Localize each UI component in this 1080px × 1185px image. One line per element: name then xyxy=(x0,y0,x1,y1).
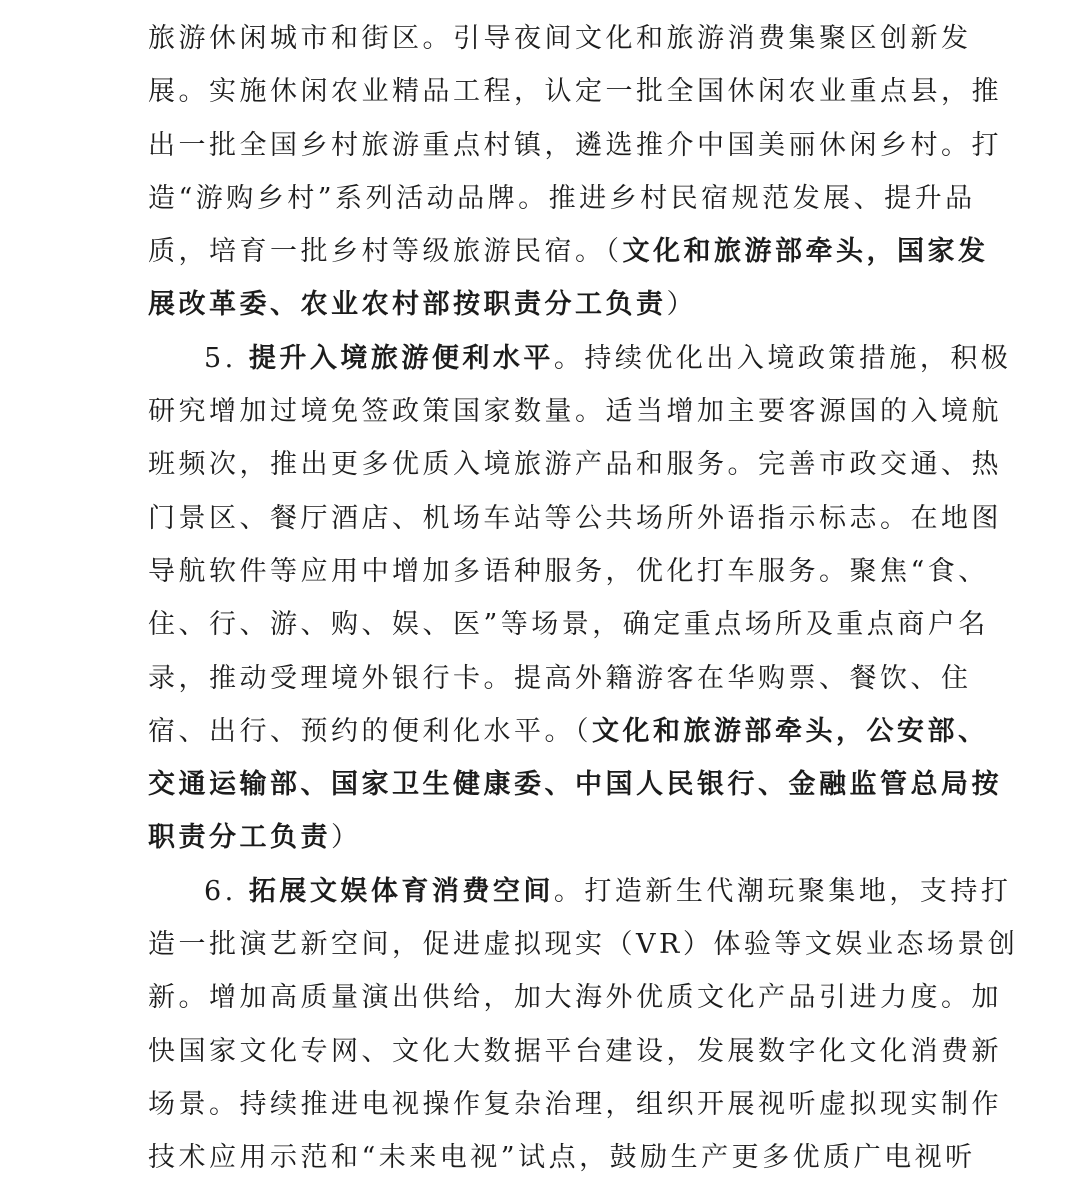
text-line xyxy=(148,278,938,331)
text-line xyxy=(148,119,1002,172)
text-line xyxy=(148,545,989,598)
text-run: 6. xyxy=(204,875,249,907)
text-line xyxy=(148,225,989,278)
text-line xyxy=(148,598,989,651)
text-line xyxy=(148,918,1019,971)
bold-text-run: 拓展文娱体育消费空间 xyxy=(248,875,554,907)
text-run: 造一批演艺新空间，促进虚拟现实（VR）体验等文娱业态场景创 xyxy=(148,929,1019,961)
text-line xyxy=(148,65,1002,118)
bold-text-run: 文化和旅游部牵头，公安部、 xyxy=(592,715,989,747)
text-run: 旅游休闲城市和街区。引导夜间文化和旅游消费集聚区创新发 xyxy=(148,23,972,54)
text-run: 质，培育一批乡村等级旅游民宿。（ xyxy=(148,236,623,268)
text-line xyxy=(148,438,1002,491)
bold-text-run: 职责分工负责 xyxy=(148,822,331,854)
text-run: 5. xyxy=(204,342,249,374)
text-run: 展。实施休闲农业精品工程，认定一批全国休闲农业重点县，推 xyxy=(148,76,1002,108)
text-line xyxy=(148,172,976,225)
bold-text-run: 展改革委、农业农村部按职责分工负责 xyxy=(148,289,667,321)
text-run: 场景。持续推进电视操作复杂治理，组织开展视听虚拟现实制作 xyxy=(148,1088,1002,1120)
text-run: 造“游购乡村”系列活动品牌。推进乡村民宿规范发展、提升品 xyxy=(148,182,976,214)
bold-text-run: 提升入境旅游便利水平 xyxy=(248,342,554,374)
text-run: 出一批全国乡村旅游重点村镇，遴选推介中国美丽休闲乡村。打 xyxy=(148,129,1002,161)
text-run: 住、行、游、购、娱、医”等场景，确定重点场所及重点商户名 xyxy=(148,609,989,641)
text-line xyxy=(148,705,989,758)
text-run: 快国家文化专网、文化大数据平台建设，发展数字化文化消费新 xyxy=(148,1035,1002,1067)
text-run: 宿、出行、预约的便利化水平。（ xyxy=(148,715,592,747)
text-run: 导航软件等应用中增加多语种服务，优化打车服务。聚焦“食、 xyxy=(148,555,989,587)
text-line xyxy=(148,1131,976,1184)
text-line xyxy=(148,652,972,705)
text-run: ） xyxy=(331,822,362,854)
text-run: 门景区、餐厅酒店、机场车站等公共场所外语指示标志。在地图 xyxy=(148,502,1002,534)
bold-text-run: 交通运输部、国家卫生健康委、中国人民银行、金融监管总局按 xyxy=(148,769,1002,801)
text-run: 新。增加高质量演出供给，加大海外优质文化产品引进力度。加 xyxy=(148,982,1002,1014)
text-line xyxy=(148,332,1012,385)
text-line xyxy=(148,1025,1002,1078)
text-run: ） xyxy=(666,289,697,321)
text-run: 班频次，推出更多优质入境旅游产品和服务。完善市政交通、热 xyxy=(148,449,1002,481)
text-line xyxy=(148,385,1002,438)
bold-text-run: 文化和旅游部牵头，国家发 xyxy=(622,236,989,268)
text-run: 。持续优化出入境政策措施，积极 xyxy=(553,342,1012,374)
text-run: 技术应用示范和“未来电视”试点，鼓励生产更多优质广电视听 xyxy=(148,1142,976,1174)
document-page xyxy=(148,12,1019,1185)
text-line xyxy=(148,971,1002,1024)
text-line xyxy=(148,492,1002,545)
text-line xyxy=(148,811,938,864)
text-line xyxy=(148,758,1002,811)
text-run: 。打造新生代潮玩聚集地，支持打 xyxy=(553,875,1012,907)
text-run: 录，推动受理境外银行卡。提高外籍游客在华购票、餐饮、住 xyxy=(148,662,972,694)
text-line xyxy=(148,865,1012,918)
text-line xyxy=(148,12,972,65)
text-run: 研究增加过境免签政策国家数量。适当增加主要客源国的入境航 xyxy=(148,396,1002,428)
text-line xyxy=(148,1078,1002,1131)
